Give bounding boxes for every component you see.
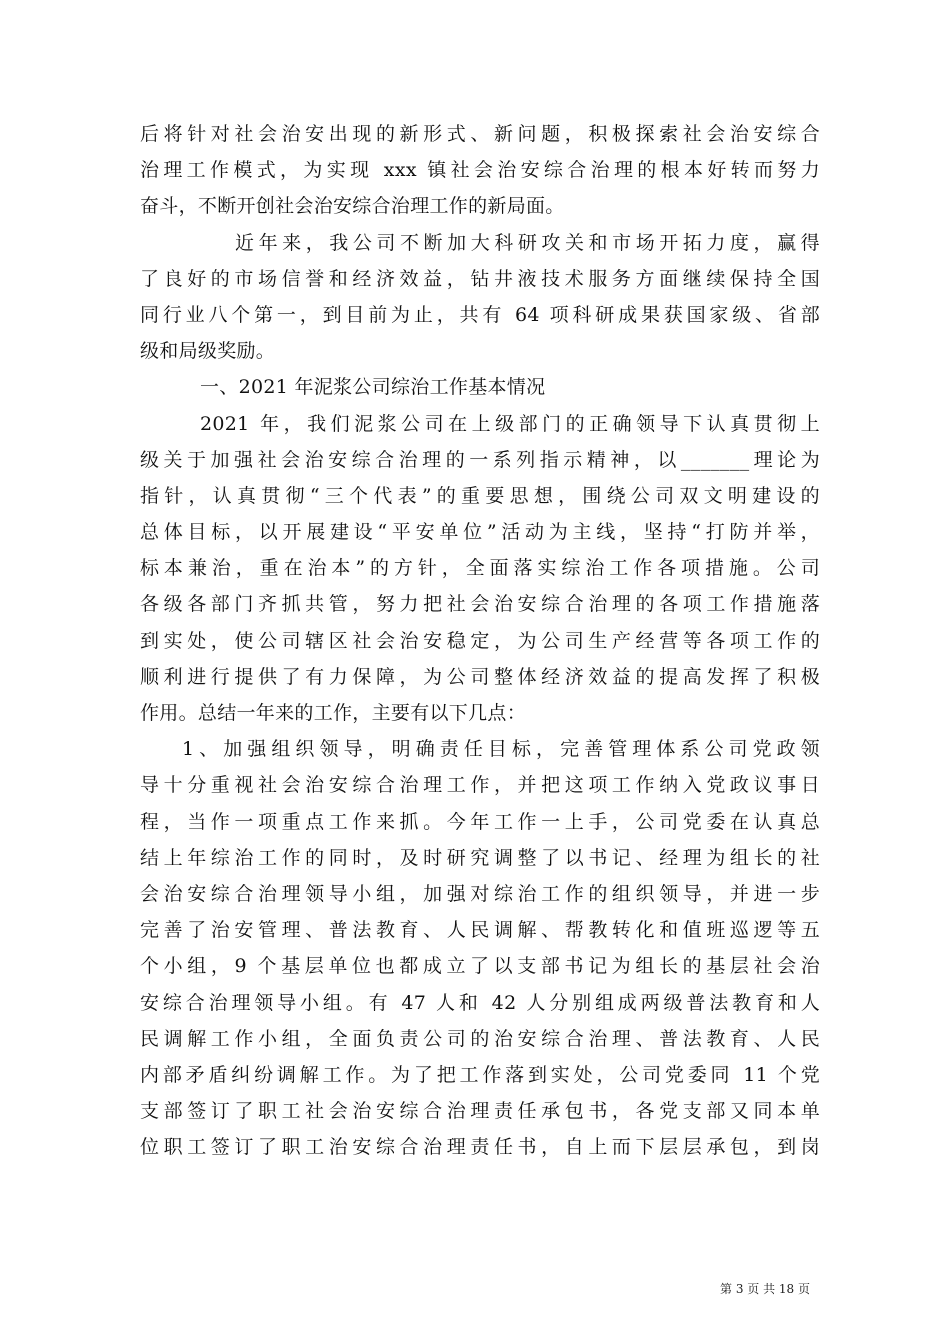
- page-number-footer: 第 3 页 共 18 页: [720, 1282, 810, 1296]
- text-line: 安综合治理领导小组。有 47 人和 42 人分别组成两级普法教育和人: [140, 991, 820, 1014]
- text-line: 民调解工作小组，全面负责公司的治安综合治理、普法教育、人民: [140, 1027, 820, 1050]
- paragraph-start-line: 近年来，我公司不断加大科研攻关和市场开拓力度，赢得: [235, 231, 820, 254]
- text-line: 结上年综治工作的同时，及时研究调整了以书记、经理为组长的社: [140, 846, 820, 869]
- text-line: 了良好的市场信誉和经济效益，钻井液技术服务方面继续保持全国: [140, 267, 820, 290]
- text-line: 位职工签订了职工治安综合治理责任书，自上而下层层承包，到岗: [140, 1136, 820, 1159]
- text-line: 会治安综合治理领导小组，加强对综治工作的组织领导，并进一步: [140, 882, 820, 905]
- text-line: 内部矛盾纠纷调解工作。为了把工作落到实处，公司党委同 11 个党: [140, 1063, 820, 1086]
- text-line: 到实处，使公司辖区社会治安稳定，为公司生产经营等各项工作的: [140, 629, 820, 652]
- section-heading: 一、2021 年泥浆公司综治工作基本情况: [200, 376, 546, 399]
- text-line: 同行业八个第一，到目前为止，共有 64 项科研成果获国家级、省部: [140, 303, 820, 326]
- document-body: [140, 116, 820, 1165]
- text-line: 支部签订了职工社会治安综合治理责任承包书，各党支部又同本单: [140, 1100, 820, 1123]
- text-line: 后将针对社会治安出现的新形式、新问题，积极探索社会治安综合: [140, 123, 820, 145]
- text-line: 作用。总结一年来的工作，主要有以下几点：: [140, 702, 527, 724]
- text-line: 标本兼治，重在治本”的方针，全面落实综治工作各项措施。公司: [140, 557, 820, 580]
- text-line: 个小组，9 个基层单位也都成立了以支部书记为组长的基层社会治: [140, 955, 820, 978]
- text-line: 总体目标，以开展建设“平安单位”活动为主线，坚持“打防并举，: [140, 521, 820, 544]
- text-line: 完善了治安管理、普法教育、人民调解、帮教转化和值班巡逻等五: [140, 919, 820, 942]
- text-line: 顺利进行提供了有力保障，为公司整体经济效益的提高发挥了积极: [140, 665, 820, 688]
- text-line: 级和局级奖励。: [140, 340, 276, 363]
- text-line: 程，当作一项重点工作来抓。今年工作一上手，公司党委在认真总: [140, 810, 820, 833]
- text-line: 治理工作模式，为实现 xxx 镇社会治安综合治理的根本好转而努力: [140, 159, 820, 182]
- text-line: 指针，认真贯彻“三个代表”的重要思想，围绕公司双文明建设的: [140, 484, 820, 507]
- text-line: 奋斗，不断开创社会治安综合治理工作的新局面。: [140, 195, 565, 218]
- paragraph-start-line: 1、加强组织领导，明确责任目标，完善管理体系公司党政领: [182, 738, 820, 761]
- text-line: 导十分重视社会治安综合治理工作，并把这项工作纳入党政议事日: [140, 774, 820, 797]
- text-line: 各级各部门齐抓共管，努力把社会治安综合治理的各项工作措施落: [140, 593, 820, 616]
- paragraph-start-line: 2021 年，我们泥浆公司在上级部门的正确领导下认真贯彻上: [200, 412, 820, 435]
- text-line: 级关于加强社会治安综合治理的一系列指示精神，以_______理论为: [140, 448, 820, 471]
